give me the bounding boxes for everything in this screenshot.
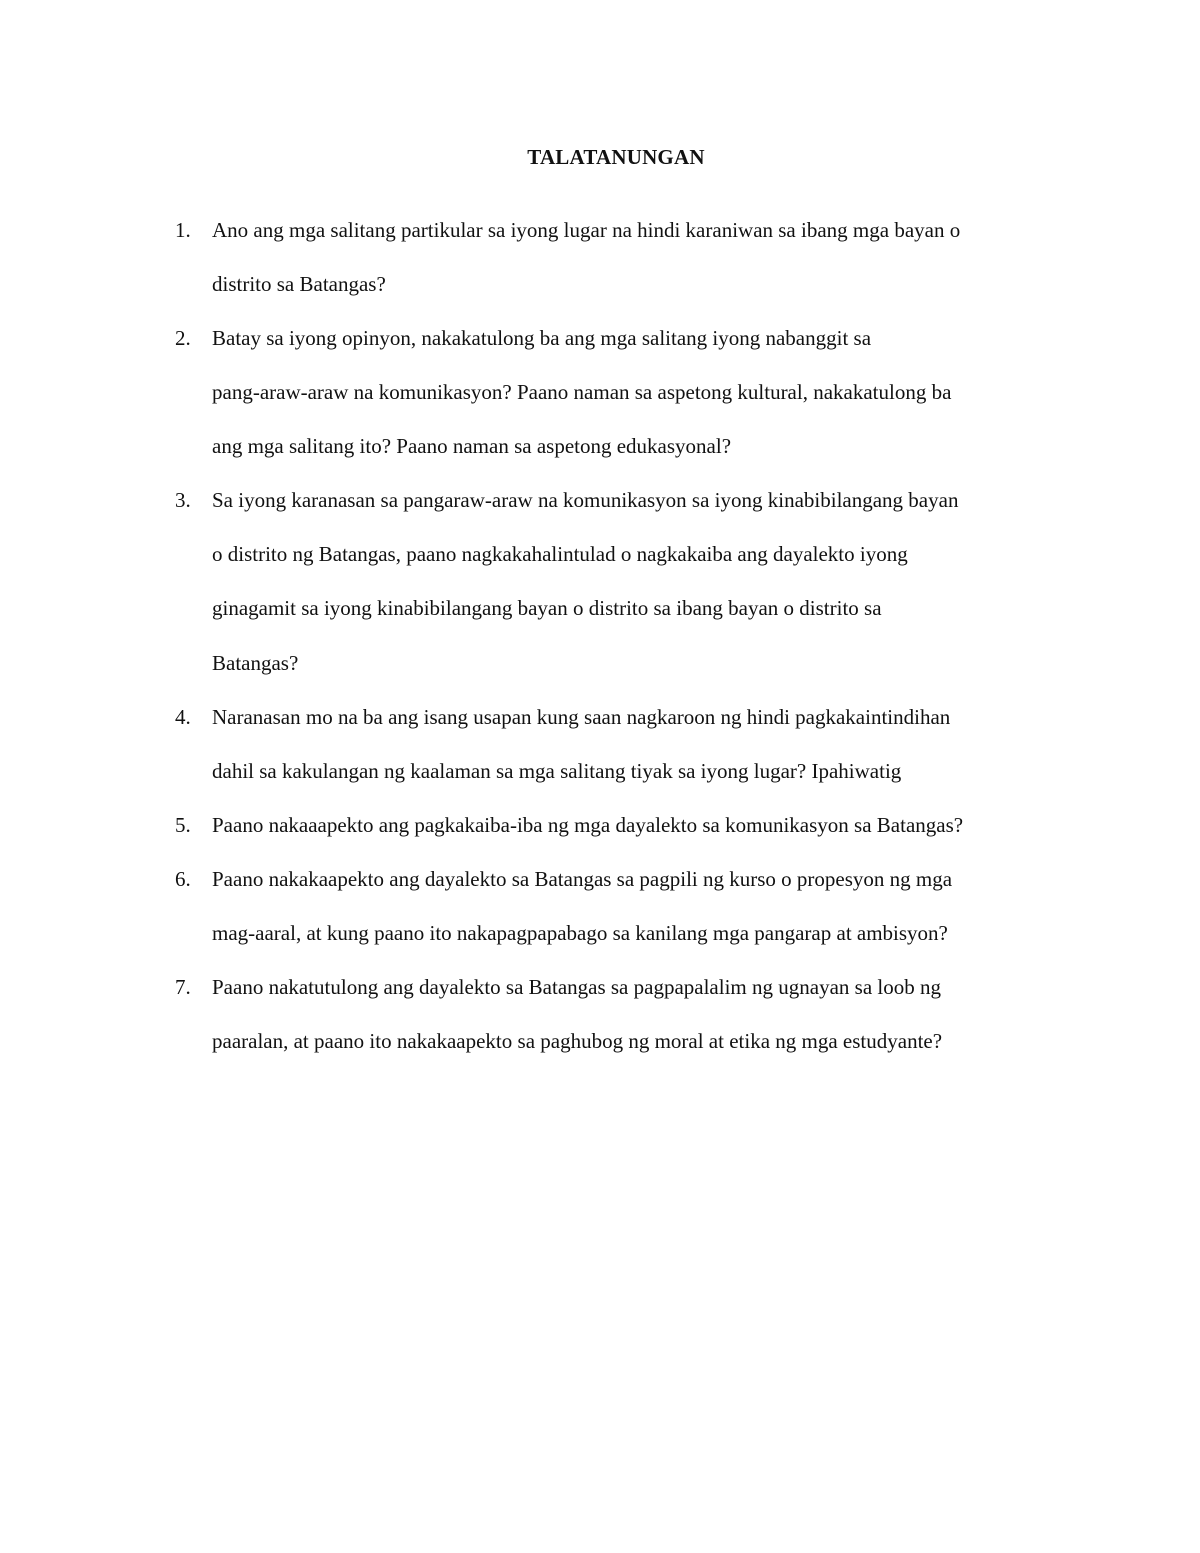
question-number: 7. xyxy=(175,975,191,999)
question-number: 1. xyxy=(175,218,191,242)
question-number: 5. xyxy=(175,813,191,837)
question-line: Naranasan mo na ba ang isang usapan kung saan nagkaroon ng hindi pagkakaintindihan xyxy=(212,705,951,729)
question-line: Batangas? xyxy=(212,650,299,675)
question-line: mag-aaral, at kung paano ito nakapagpapabago sa kanilang mga pangarap at ambisyon? xyxy=(212,921,948,946)
question-text xyxy=(212,311,1072,474)
question-line: o distrito ng Batangas, paano nagkakahalintulad o nagkakaiba ang dayalekto iyong xyxy=(212,542,908,567)
question-number: 4. xyxy=(175,705,191,729)
question-line: paaralan, at paano ito nakakaapekto sa paghubog ng moral at etika ng mga estudyante? xyxy=(212,1029,943,1054)
question-number: 6. xyxy=(175,867,191,891)
question-text xyxy=(212,690,1072,798)
question-line: pang-araw-araw na komunikasyon? Paano naman sa aspetong kultural, nakakatulong ba xyxy=(212,380,952,405)
question-text xyxy=(212,852,1072,960)
question-number: 3. xyxy=(175,488,191,512)
question-line: Paano nakakaapekto ang dayalekto sa Batangas sa pagpili ng kurso o propesyon ng mga xyxy=(212,867,953,891)
question-line: distrito sa Batangas? xyxy=(212,272,386,297)
question-text xyxy=(212,798,1072,852)
question-line: Batay sa iyong opinyon, nakakatulong ba ang mga salitang iyong nabanggit sa xyxy=(212,326,872,350)
question-line: Ano ang mga salitang partikular sa iyong lugar na hindi karaniwan sa ibang mga bayan o xyxy=(212,218,961,242)
question-line: Paano nakatutulong ang dayalekto sa Batangas sa pagpapalalim ng ugnayan sa loob ng xyxy=(212,975,941,999)
document-title: TALATANUNGAN xyxy=(527,145,705,169)
question-line: Paano nakaaapekto ang pagkakaiba-iba ng mga dayalekto sa komunikasyon sa Batangas? xyxy=(212,813,964,837)
question-line: ang mga salitang ito? Paano naman sa aspetong edukasyonal? xyxy=(212,434,732,459)
question-number: 2. xyxy=(175,326,191,350)
question-text xyxy=(212,473,1072,690)
question-line: Sa iyong karanasan sa pangaraw-araw na komunikasyon sa iyong kinabibilangang bayan xyxy=(212,488,959,512)
question-line: ginagamit sa iyong kinabibilangang bayan o distrito sa ibang bayan o distrito sa xyxy=(212,596,882,621)
question-text xyxy=(212,203,1072,311)
question-text xyxy=(212,960,1072,1068)
question-line: dahil sa kakulangan ng kaalaman sa mga salitang tiyak sa iyong lugar? Ipahiwatig xyxy=(212,759,902,784)
